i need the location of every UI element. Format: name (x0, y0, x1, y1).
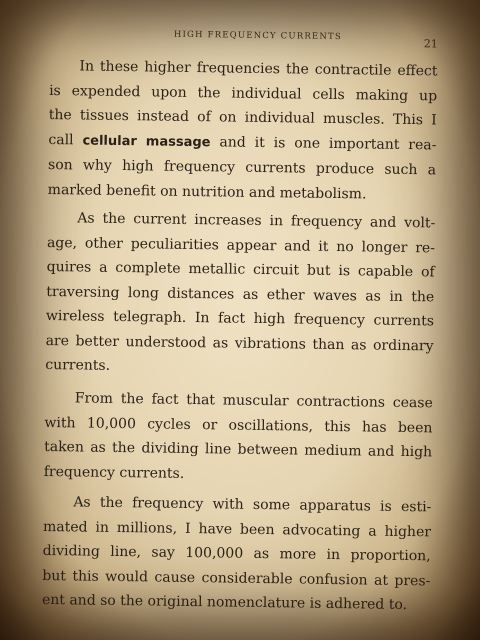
running-head: HIGH FREQUENCY CURRENTS (173, 29, 342, 43)
text-line: is expended upon the individual cells making up (49, 82, 438, 104)
paragraph-1 (48, 54, 438, 207)
text-line: wireless telegraph. In fact high frequency currents (45, 307, 435, 330)
paragraph-2 (45, 206, 435, 383)
text-line: taken as the dividing line between medium and high (44, 438, 433, 461)
text-line: are better understood as vibrations than as ordinary (45, 332, 434, 354)
text-line: with 10,000 cycles or oscillations, this has been (44, 414, 433, 436)
text-line: quires a complete metallic circuit but is capable of (46, 258, 435, 281)
text-line: As the current increases in frequency and volt- (77, 210, 436, 232)
text-line: the tissues instead of on individual muscles. This I (48, 106, 437, 129)
text-line: traversing long distances as ether waves as in the (46, 283, 435, 305)
text-line: frequency currents. (43, 463, 185, 482)
paragraph-3 (44, 386, 433, 489)
text-line: currents. (45, 356, 111, 374)
text-line: son why high frequency currents produce such a (47, 156, 437, 179)
text-line: From the fact that muscular contractions cease (74, 390, 433, 412)
text-line: dividing line, say 100,000 as more in proportion, (42, 542, 431, 565)
text-line: In these higher frequencies the contractile effect (79, 58, 438, 80)
book-page (42, 28, 438, 623)
text-line: ent and so the original nomenclature is adhered to. (41, 591, 408, 614)
text-line: age, other peculiarities appear and it no longer re- (46, 234, 436, 256)
text-fragment: and it is one important rea- (210, 133, 437, 153)
text-fragment: call (48, 131, 83, 148)
text-line: mated in millions, I have been advocating a higher (42, 518, 432, 540)
text-line: marked benefit on nutrition and metabolism. (47, 181, 367, 202)
text-line: but this would cause considerable confusion at pres- (42, 567, 431, 589)
text-line: As the frequency with some apparatus is esti- (73, 494, 432, 516)
paragraph-4 (42, 490, 432, 618)
highlighted-term: cellular massage (82, 132, 211, 150)
page-number: 21 (423, 37, 438, 51)
